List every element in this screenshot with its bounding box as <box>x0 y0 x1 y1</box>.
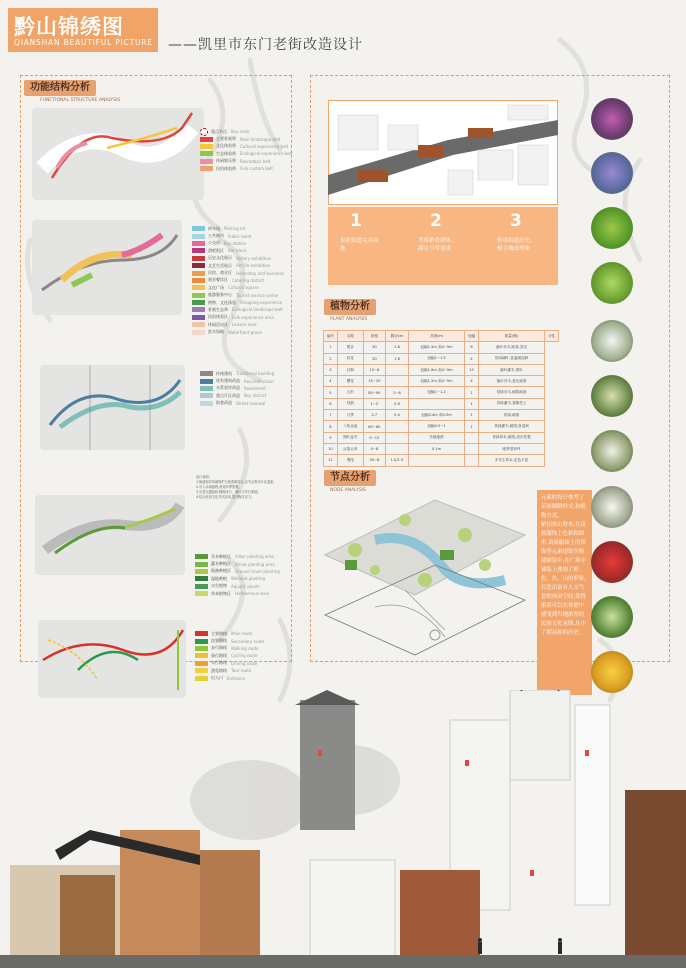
legend-label-english: History exhibition <box>236 255 272 261</box>
table-cell <box>465 455 479 466</box>
legend-label: 传统建筑 <box>216 370 232 376</box>
table-cell: 冠幅0.5~1 <box>409 421 465 432</box>
legend-item <box>192 328 284 335</box>
legend-label-english: Revetment <box>244 385 266 391</box>
table-cell: 1 <box>324 342 338 353</box>
legend-map-3 <box>200 370 274 407</box>
poster-title: 黔山锦绣图 <box>14 14 124 39</box>
legend-swatch <box>195 631 208 636</box>
legend-item <box>192 284 284 291</box>
streetscape-elevation <box>0 690 686 968</box>
table-cell: 2~8 <box>385 387 408 398</box>
legend-label: 文化体验带 <box>216 143 236 149</box>
plant-photo-5 <box>591 320 633 362</box>
legend-label: 休闲娱乐带 <box>216 158 236 164</box>
table-row <box>324 410 559 421</box>
functional-section-sub: FUNCTIONAL STRUCTURE ANALYSIS <box>40 98 121 103</box>
table-row <box>324 376 559 387</box>
legend-label-english: Tourist service center <box>236 292 279 298</box>
legend-label: 历史文化展示 <box>208 255 232 261</box>
legend-swatch <box>200 144 213 149</box>
legend-label-english: Key node <box>231 129 250 135</box>
table-cell: 常绿阔叶,喜温暖湿润 <box>478 353 544 364</box>
legend-label: 文艺生活展示 <box>208 262 232 268</box>
legend-item <box>200 400 274 407</box>
table-cell: 1 <box>465 421 479 432</box>
legend-label: 乔木种植区 <box>211 553 231 559</box>
legend-label: 停车场 <box>208 225 220 231</box>
legend-swatch <box>195 591 208 596</box>
legend-item <box>192 269 284 276</box>
legend-item <box>200 392 274 399</box>
table-cell: 常绿灌木,耐阴,喜湿润 <box>478 421 544 432</box>
legend-item <box>195 630 264 637</box>
node-design-note: 设计说明: 1.街道现状风貌保护与改造相结合,以节点带动片区更新。 2.引入本地植物,营造四季景观。 3.完善交通组织,梳理步行、骑行与车行系统。 4.结合民俗文化节庆活动,提升街区活力。 <box>196 475 277 499</box>
legend-item <box>195 652 264 659</box>
poster-subtitle: ——凯里市东门老街改造设计 <box>168 37 363 53</box>
legend-label: 草本植物区 <box>211 590 231 596</box>
table-cell: 3 <box>324 364 338 375</box>
legend-label-english: Aquatic plants <box>231 583 260 589</box>
legend-label-english: Traditional building <box>236 371 275 377</box>
table-cell <box>465 443 479 454</box>
table-cell: 云杉 <box>337 387 363 398</box>
legend-swatch <box>192 278 205 283</box>
legend-label-english: Key district <box>244 393 267 399</box>
table-cell: 1~2 <box>363 398 385 409</box>
legend-swatch <box>192 271 205 276</box>
legend-label: 出入口 <box>211 675 223 681</box>
concept-3-number: 3 <box>510 211 522 231</box>
legend-swatch <box>192 300 205 305</box>
table-cell: 8 <box>324 421 338 432</box>
legend-label-english: Driving route <box>231 660 258 666</box>
legend-label-english: Parking lot <box>224 226 246 232</box>
node-section-label: 节点分析 <box>324 470 376 486</box>
legend-label-english: Cultural experience belt <box>240 143 289 149</box>
legend-label-english: Wetland planting <box>231 576 266 582</box>
street-3d-render <box>328 100 558 205</box>
legend-item <box>192 314 284 321</box>
analysis-map-2 <box>32 220 182 315</box>
legend-label: 街巷改造 <box>216 400 232 406</box>
table-cell: 1 <box>465 387 479 398</box>
table-cell: 30~8 <box>363 455 385 466</box>
table-row <box>324 398 559 409</box>
legend-map-4 <box>195 553 280 597</box>
table-cell: 细叶麦冬 <box>337 432 363 443</box>
legend-swatch <box>192 248 205 253</box>
table-cell: 4 <box>465 376 479 387</box>
legend-label-english: Tour route <box>231 668 252 674</box>
table-cell: 月季 <box>337 410 363 421</box>
legend-item <box>192 225 284 232</box>
legend-label: 车行路线 <box>211 660 227 666</box>
legend-label-english: Walking route <box>231 645 259 651</box>
legend-label: 骑行路线 <box>211 652 227 658</box>
legend-label: 休闲活动区 <box>208 321 228 327</box>
table-cell: 桂花 <box>337 353 363 364</box>
legend-label-english: Arbor planting area <box>235 554 274 560</box>
legend-item <box>192 232 284 239</box>
legend-label-english: Entrance <box>227 675 245 681</box>
plant-photo-1 <box>591 98 633 140</box>
legend-swatch <box>192 234 205 239</box>
table-cell: 1 <box>465 398 479 409</box>
concept-1-text: 更新街道完善设施 <box>340 238 379 252</box>
legend-label-english: Folk custom belt <box>240 166 273 172</box>
legend-item <box>192 306 284 313</box>
legend-label-english: Public toilet <box>228 233 252 239</box>
legend-label: 文化广场 <box>208 284 224 290</box>
analysis-map-1 <box>32 108 204 200</box>
legend-label: 公交站 <box>208 240 220 246</box>
table-header-cell: 名称 <box>337 331 363 342</box>
table-cell: 丛植地被 <box>409 432 465 443</box>
legend-item <box>195 645 264 652</box>
table-cell: 0~8 <box>363 443 385 454</box>
table-row <box>324 455 559 466</box>
table-cell: 百慕大草 <box>337 443 363 454</box>
legend-item <box>195 637 264 644</box>
legend-swatch <box>200 386 213 391</box>
table-cell: 6 <box>324 398 338 409</box>
legend-swatch <box>195 576 208 581</box>
legend-swatch <box>195 569 208 574</box>
legend-map-1 <box>200 128 293 172</box>
table-cell: 5 <box>324 387 338 398</box>
legend-item <box>195 660 264 667</box>
legend-item <box>200 377 274 384</box>
table-cell: 10 <box>324 443 338 454</box>
legend-swatch <box>195 668 208 673</box>
table-cell: 9 <box>324 432 338 443</box>
table-cell: 暖季型草坪 <box>478 443 544 454</box>
concept-3-text: 传承街道历史、树立城市形象 <box>497 238 536 252</box>
table-cell: 6 <box>465 342 479 353</box>
table-cell: 落叶灌木,观叶 <box>478 364 544 375</box>
legend-item <box>200 158 293 165</box>
legend-label-english: Ecological experience belt <box>240 151 293 157</box>
table-cell: 4 <box>324 376 338 387</box>
plant-photo-3 <box>591 207 633 249</box>
legend-label: 公共厕所 <box>208 233 224 239</box>
legend-label: 民宿、商业区 <box>208 270 232 276</box>
legend-label: 民俗体验区 <box>208 314 228 320</box>
legend-swatch <box>195 676 208 681</box>
legend-label: 主要景观带 <box>216 136 236 142</box>
table-cell: 11 <box>324 455 338 466</box>
table-row <box>324 342 559 353</box>
legend-swatch <box>192 322 205 327</box>
table-row <box>324 364 559 375</box>
legend-item <box>200 135 293 142</box>
legend-item <box>192 299 284 306</box>
table-cell <box>409 455 465 466</box>
legend-label: 酒吧街区 <box>208 247 224 253</box>
legend-label-english: Shrub planting area <box>235 561 275 567</box>
legend-swatch <box>192 256 205 261</box>
node-axonometric <box>315 495 530 660</box>
functional-section-label: 功能结构分析 <box>24 80 96 96</box>
legend-swatch <box>192 263 205 268</box>
legend-swatch <box>195 646 208 651</box>
table-cell: 常绿灌木,喜酸性土 <box>478 398 544 409</box>
legend-swatch <box>200 379 213 384</box>
table-header-cell: 数量(株) <box>478 331 544 342</box>
table-cell <box>465 432 479 443</box>
legend-swatch <box>200 371 213 376</box>
table-header-cell: 冠幅 <box>465 331 479 342</box>
table-header-cell: 高度cm <box>409 331 465 342</box>
plant-photo-4 <box>591 262 633 304</box>
legend-swatch <box>200 137 213 142</box>
legend-label-english: Catering district <box>232 277 265 283</box>
legend-label-english: Homestay and business <box>236 270 284 276</box>
table-cell: 红枫 <box>337 364 363 375</box>
legend-swatch <box>200 401 213 406</box>
legend-label-english: Ground cover planting <box>235 568 280 574</box>
table-cell: 7 <box>324 410 338 421</box>
plant-section-label: 植物分析 <box>324 299 376 315</box>
table-header-cell: 胸径cm <box>385 331 408 342</box>
legend-label-english: Cultural square <box>228 285 259 291</box>
table-cell: 0.1m <box>409 443 465 454</box>
table-cell: 常绿,耐寒 <box>478 410 544 421</box>
table-cell: 冠幅0.4m 高0.5m <box>409 410 465 421</box>
legend-label: 次要路线 <box>211 638 227 644</box>
legend-label: 步行路线 <box>211 645 227 651</box>
legend-label: 生态体验带 <box>216 150 236 156</box>
table-cell: 冠幅1.5m 高4~5m <box>409 342 465 353</box>
table-cell: 八角金盘 <box>337 421 363 432</box>
legend-item <box>195 583 280 590</box>
legend-item <box>200 385 274 392</box>
legend-item <box>195 575 280 582</box>
legend-label: 商业餐饮区 <box>208 277 228 283</box>
plant-photo-11 <box>591 651 633 693</box>
legend-swatch <box>195 661 208 666</box>
legend-swatch <box>192 293 205 298</box>
legend-swatch <box>192 285 205 290</box>
legend-label: 购物、文化体验 <box>208 299 236 305</box>
poster-title-english: QIANSHAN BEAUTIFUL PICTURE <box>14 38 153 47</box>
table-cell: 常绿乔木,耐阴耐寒 <box>478 387 544 398</box>
table-cell: 80~60 <box>363 421 385 432</box>
table-cell: 2 <box>324 353 338 364</box>
legend-map-2 <box>192 225 284 336</box>
legend-label-english: Art life exhibition <box>236 263 271 269</box>
legend-label: 旅游服务中心 <box>208 292 232 298</box>
table-cell: 1.6 <box>385 353 408 364</box>
legend-swatch <box>200 159 213 164</box>
legend-label: 民俗体验带 <box>216 165 236 171</box>
legend-label: 重点节点 <box>211 128 227 134</box>
table-cell: 4 <box>465 353 479 364</box>
table-header-cell: 编号 <box>324 331 338 342</box>
table-cell: 80~90 <box>363 387 385 398</box>
legend-label: 水系驳岸改造 <box>216 385 240 391</box>
legend-item <box>192 277 284 284</box>
legend-item <box>200 128 293 135</box>
legend-label: 重点片区改造 <box>216 392 240 398</box>
table-row <box>324 443 559 454</box>
plant-photo-6 <box>591 375 633 417</box>
concept-1-number: 1 <box>350 211 362 231</box>
legend-swatch <box>200 166 213 171</box>
analysis-map-3 <box>40 365 185 450</box>
table-cell: 0.4 <box>385 410 408 421</box>
concept-2-number: 2 <box>430 211 442 231</box>
table-row <box>324 353 559 364</box>
table-cell <box>385 443 408 454</box>
table-cell: 杜鹃 <box>337 398 363 409</box>
plant-photo-7 <box>591 430 633 472</box>
legend-item <box>195 590 280 597</box>
legend-label-english: Bus station <box>224 240 247 246</box>
table-cell: 20 <box>363 353 385 364</box>
plant-photo-8 <box>591 486 633 528</box>
table-cell: 多年生草本,花色丰富 <box>478 455 544 466</box>
table-cell: 常绿草本,耐阴,适应性强 <box>478 432 544 443</box>
table-cell: 冠幅1~1.2 <box>409 387 465 398</box>
plant-table <box>323 330 559 467</box>
legend-label-english: Shopping experience <box>240 300 283 306</box>
table-cell <box>385 376 408 387</box>
table-cell: 1.8 <box>385 342 408 353</box>
table-row <box>324 387 559 398</box>
table-cell: 0~15 <box>363 432 385 443</box>
table-cell: 樱花 <box>337 376 363 387</box>
table-cell: 30 <box>363 342 385 353</box>
legend-swatch <box>192 315 205 320</box>
legend-item <box>195 674 264 681</box>
legend-swatch <box>195 584 208 589</box>
legend-label: 游览路线 <box>211 667 227 673</box>
table-cell: 15~8 <box>363 364 385 375</box>
legend-label-english: Recreation belt <box>240 158 271 164</box>
legend-label: 现有建筑改造 <box>216 378 240 384</box>
legend-label-english: Herbaceous area <box>235 591 270 597</box>
legend-swatch <box>200 128 208 136</box>
table-cell: 落叶乔木,喜光耐寒 <box>478 376 544 387</box>
legend-item <box>192 321 284 328</box>
table-cell: 0.6 <box>385 398 408 409</box>
table-cell: 15 <box>465 364 479 375</box>
legend-label-english: Secondary route <box>231 638 265 644</box>
plant-photo-9 <box>591 541 633 583</box>
legend-map-5 <box>195 630 264 682</box>
legend-swatch <box>192 241 205 246</box>
table-cell: 1.0/1.5 <box>385 455 408 466</box>
legend-item <box>195 553 280 560</box>
table-cell: 冠幅1~1.5 <box>409 353 465 364</box>
legend-label-english: Ecological landscape belt <box>232 307 283 313</box>
table-cell: 1 <box>465 410 479 421</box>
legend-label-english: Reconstruction <box>244 378 274 384</box>
table-header-cell: 习性 <box>545 331 559 342</box>
legend-label-english: Cycling route <box>231 653 258 659</box>
analysis-map-5 <box>38 620 186 698</box>
legend-item <box>192 255 284 262</box>
table-row <box>324 421 559 432</box>
table-cell: 落叶乔木,耐寒,喜光 <box>478 342 544 353</box>
legend-label-english: Waterfront green <box>228 329 263 335</box>
legend-swatch <box>192 226 205 231</box>
table-cell: 鸢尾 <box>337 455 363 466</box>
legend-label: 地被种植区 <box>211 568 231 574</box>
plant-photo-10 <box>591 596 633 638</box>
table-cell: 0.7 <box>363 410 385 421</box>
legend-label-english: Folk experience area <box>232 314 274 320</box>
legend-swatch <box>195 653 208 658</box>
legend-item <box>195 667 264 674</box>
table-cell: 15~20 <box>363 376 385 387</box>
table-cell: 冠幅1.8m 高4~5m <box>409 364 465 375</box>
legend-item <box>192 262 284 269</box>
legend-label-english: Main landscape belt <box>240 136 281 142</box>
legend-label: 灌木种植区 <box>211 561 231 567</box>
legend-label: 景观生态带 <box>208 306 228 312</box>
table-cell: 银杏 <box>337 342 363 353</box>
plant-section-sub: PLANT ANALYSIS <box>330 317 368 322</box>
legend-label-english: Bar block <box>228 248 247 254</box>
table-header-cell: 规格 <box>363 331 385 342</box>
legend-item <box>192 240 284 247</box>
legend-swatch <box>195 562 208 567</box>
legend-swatch <box>195 639 208 644</box>
legend-item <box>200 143 293 150</box>
legend-item <box>195 568 280 575</box>
legend-item <box>192 292 284 299</box>
legend-label-english: Leisure area <box>232 322 257 328</box>
legend-item <box>200 150 293 157</box>
table-cell <box>385 432 408 443</box>
node-section-sub: NODE ANALYSIS <box>330 488 366 493</box>
node-description: 元素的设计参考了苗族图腾样式,和植物方式。 紧扣参山野木,在苗族服饰上色彩和图形,苗族服饰上的银饰等元素提取至构建铺装中,在广场中铺装上叠加了彩色、鱼、山的形象,打造出富有人文气息的休闲空间,使得游客可以在休憩中感受到当地浓厚的民族文化氛围,从中了解苗族的历史。 <box>537 490 592 695</box>
legend-swatch <box>192 330 205 335</box>
legend-swatch <box>195 554 208 559</box>
concept-2-text: 考察游众群体、满足日常需求 <box>418 238 457 252</box>
legend-swatch <box>200 393 213 398</box>
legend-item <box>192 247 284 254</box>
legend-item <box>195 560 280 567</box>
legend-label: 主要路线 <box>211 630 227 636</box>
table-cell <box>385 364 408 375</box>
legend-item <box>200 370 274 377</box>
legend-label-english: Street renewal <box>236 400 266 406</box>
legend-label-english: Main route <box>231 631 253 637</box>
analysis-map-4 <box>35 495 185 575</box>
plant-photo-2 <box>591 152 633 194</box>
legend-label: 水生植物 <box>211 583 227 589</box>
table-row <box>324 432 559 443</box>
table-cell <box>409 398 465 409</box>
legend-swatch <box>200 151 213 156</box>
table-cell: 冠幅1.2m 高4~5m <box>409 376 465 387</box>
legend-swatch <box>192 307 205 312</box>
table-cell <box>385 421 408 432</box>
legend-item <box>200 165 293 172</box>
legend-label: 湿地种植 <box>211 575 227 581</box>
legend-label: 滨水绿地 <box>208 329 224 335</box>
